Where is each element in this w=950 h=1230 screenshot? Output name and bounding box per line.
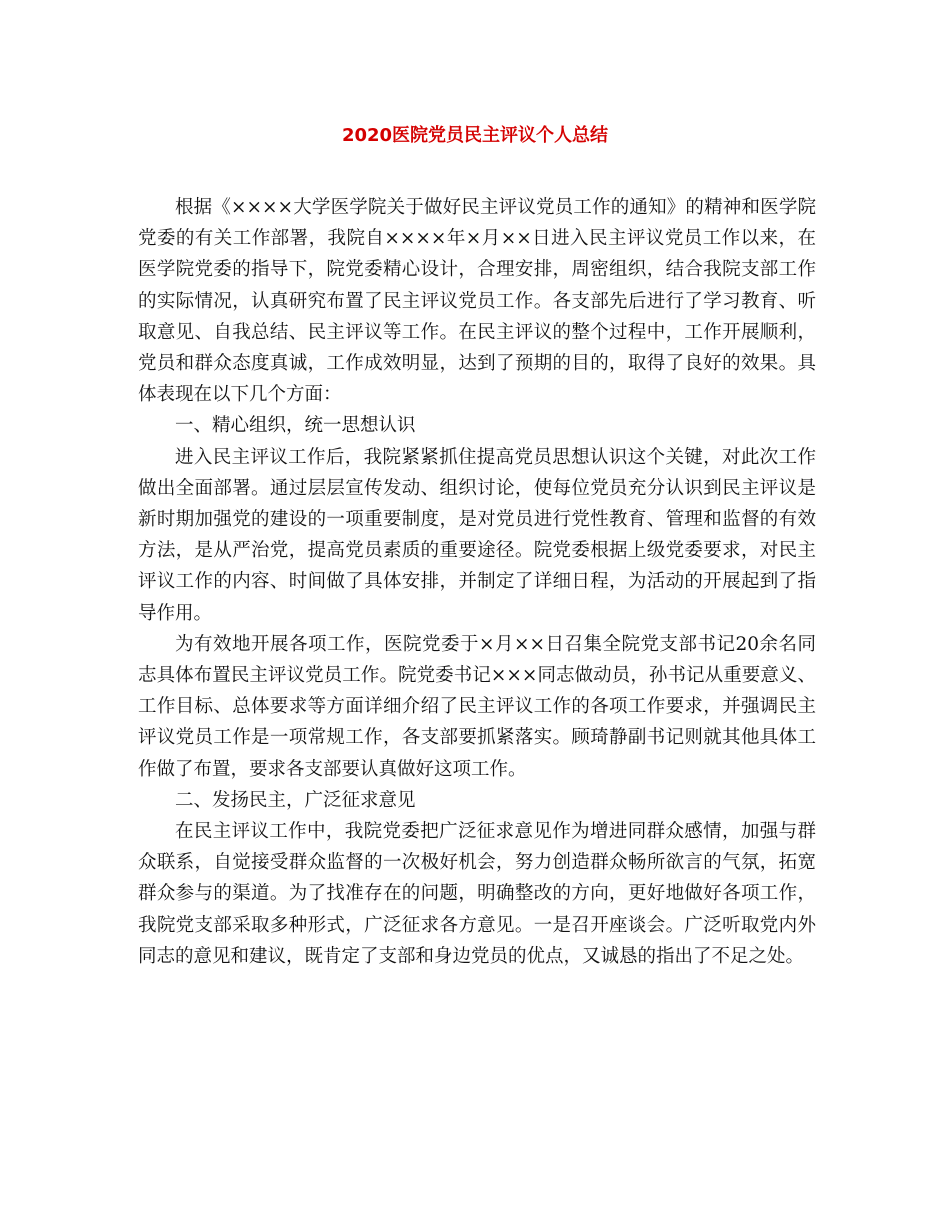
paragraph-section-1-a: 进入民主评议工作后，我院紧紧抓住提高党员思想认识这个关键，对此次工作做出全面部署。通过层层宣传发动、组织讨论，使每位党员充分认识到民主评议是新时期加强党的建设的一项重要制度，是对党员进行党性教育、管理和监督的有效方法，是从严治党，提高党员素质的重要途径。院党委根据上级党委要求，对民主评议工作的内容、时间做了具体安排，并制定了详细日程，为活动的开展起到了指导作用。 <box>138 446 816 624</box>
paragraph-intro: 根据《××××大学医学院关于做好民主评议党员工作的通知》的精神和医学院党委的有关工作部署，我院自××××年×月××日进入民主评议党员工作以来，在医学院党委的指导下，院党委精心设计，合理安排，周密组织，结合我院支部工作的实际情况，认真研究布置了民主评议党员工作。各支部先后进行了学习教育、听取意见、自我总结、民主评议等工作。在民主评议的整个过程中，工作开展顺利，党员和群众态度真诚，工作成效明显，达到了预期的目的，取得了良好的效果。具体表现在以下几个方面： <box>138 197 816 406</box>
paragraph-section-1-b: 为有效地开展各项工作，医院党委于×月××日召集全院党支部书记20余名同志具体布置民主评议党员工作。院党委书记×××同志做动员，孙书记从重要意义、工作目标、总体要求等方面详细介绍了民主评议工作的各项工作要求，并强调民主评议党员工作是一项常规工作，各支部要抓紧落实。顾琦静副书记则就其他具体工作做了布置，要求各支部要认真做好这项工作。 <box>138 633 816 780</box>
section-heading-1: 一、精心组织，统一思想认识 <box>175 415 416 437</box>
document-body <box>138 192 816 972</box>
document-title: 2020医院党员民主评议个人总结 <box>341 125 609 146</box>
section-heading-2: 二、发扬民主，广泛征求意见 <box>175 789 416 811</box>
paragraph-section-2-a: 在民主评议工作中，我院党委把广泛征求意见作为增进同群众感情，加强与群众联系，自觉接受群众监督的一次极好机会，努力创造群众畅所欲言的气氛，拓宽群众参与的渠道。为了找准存在的问题，明确整改的方向，更好地做好各项工作，我院党支部采取多种形式，广泛征求各方意见。一是召开座谈会。广泛听取党内外同志的意见和建议，既肯定了支部和身边党员的优点，又诚恳的指出了不足之处。 <box>138 821 816 967</box>
